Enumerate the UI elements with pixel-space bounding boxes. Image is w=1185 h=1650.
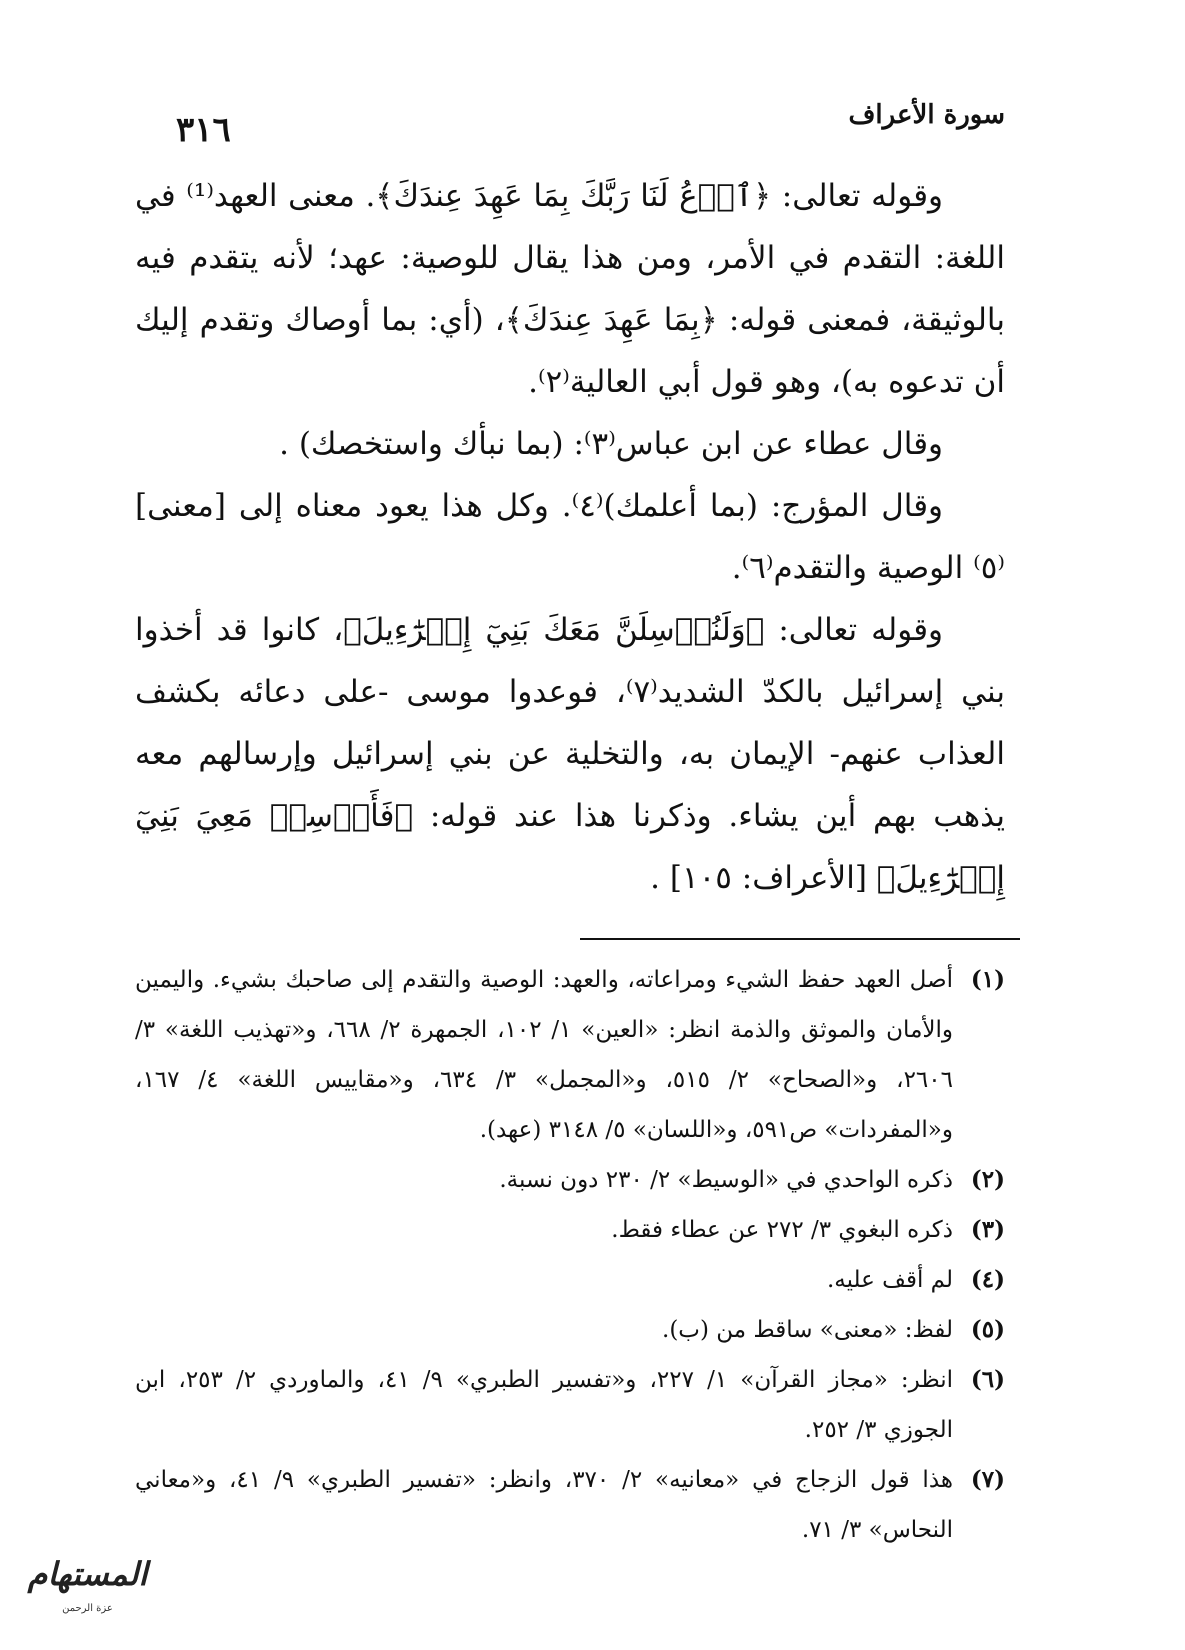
footnote-number: (١)	[970, 966, 1005, 993]
paragraph: وقوله تعالى: ﴿ٱدۡعُ لَنَا رَبَّكَ بِمَا عَهِدَ عِندَكَ﴾. معنى العهد⁽¹⁾ في اللغة: التقدم في الأمر، ومن هذا يقال للوصية: عهد؛ لأنه يتقدم فيه بالوثيقة، فمعنى قوله: ﴿بِمَا عَهِدَ عِندَكَ﴾، (أي: بما أوصاك وتقدم إليك أن تدعوه به)، وهو قول أبي العالية⁽٢⁾.	[135, 178, 1005, 400]
paragraph: وقوله تعالى: ﴿وَلَنُرۡسِلَنَّ مَعَكَ بَنِيٓ إِسۡرَٰٓءِيلَ﴾، كانوا قد أخذوا بني إسرائيل بالكدّ الشديد⁽٧⁾، فوعدوا موسى -على دعائه بكشف العذاب عنهم- الإيمان به، والتخلية عن بني إسرائيل وإرسالهم معه يذهب بهم أين يشاء. وذكرنا هذا عند قوله: ﴿فَأَرۡسِلۡ مَعِيَ بَنِيٓ إِسۡرَٰٓءِيلَ﴾ [الأعراف: ١٠٥] .	[135, 612, 1005, 896]
footnote-text: هذا قول الزجاج في «معانيه» ٢/ ٣٧٠، وانظر: «تفسير الطبري» ٩/ ٤١، و«معاني النحاس» ٣/ ٧١.	[135, 1467, 954, 1543]
footnote-number: (٤)	[970, 1266, 1005, 1293]
paragraph: وقال المؤرج: (بما أعلمك)⁽٤⁾. وكل هذا يعود معناه إلى [معنى]⁽٥⁾ الوصية والتقدم⁽٦⁾.	[135, 488, 1005, 586]
footnote	[135, 1205, 1005, 1255]
footnote-text: انظر: «مجاز القرآن» ١/ ٢٢٧، و«تفسير الطبري» ٩/ ٤١، والماوردي ٢/ ٢٥٣، ابن الجوزي ٣/ ٢٥٢.	[135, 1367, 953, 1443]
logo-subtext: عزة الرحمن	[62, 1603, 113, 1614]
footnote	[135, 1455, 1005, 1555]
footnote	[135, 955, 1005, 1155]
logo-text: المستهام	[27, 1555, 148, 1593]
page-number: ٣١٦	[176, 110, 231, 150]
footnotes	[135, 955, 1005, 1555]
footnote-number: (٧)	[970, 1466, 1005, 1493]
footnote-number: (٣)	[970, 1216, 1005, 1243]
footnote	[135, 1255, 1005, 1305]
footnote	[135, 1155, 1005, 1205]
footnote-text: أصل العهد حفظ الشيء ومراعاته، والعهد: الوصية والتقدم إلى صاحبك بشيء. واليمين والأمان والموثق والذمة انظر: «العين» ١/ ١٠٢، الجمهرة ٢/ ٦٦٨، و«تهذيب اللغة» ٣/ ٢٦٠٦، و«الصحاح» ٢/ ٥١٥، و«المجمل» ٣/ ٦٣٤، و«مقاييس اللغة» ٤/ ١٦٧، و«المفردات» ص٥٩١، و«اللسان» ٥/ ٣١٤٨ (عهد).	[135, 967, 953, 1143]
footnote-separator	[580, 938, 1020, 940]
footnote-text: ذكره الواحدي في «الوسيط» ٢/ ٢٣٠ دون نسبة.	[499, 1167, 953, 1193]
footnote-text: ذكره البغوي ٣/ ٢٧٢ عن عطاء فقط.	[611, 1217, 953, 1243]
footnote-number: (٢)	[970, 1166, 1005, 1193]
publisher-logo	[10, 1555, 165, 1630]
footnote	[135, 1355, 1005, 1455]
running-header: سورة الأعراف	[848, 100, 1005, 130]
footnote-text: لفظ: «معنى» ساقط من (ب).	[662, 1317, 953, 1343]
paragraph: وقال عطاء عن ابن عباس⁽٣⁾: (بما نبأك واستخصك) .	[279, 426, 943, 462]
footnote-number: (٦)	[970, 1366, 1005, 1393]
main-text	[135, 165, 1005, 909]
footnote	[135, 1305, 1005, 1355]
footnote-text: لم أقف عليه.	[826, 1267, 953, 1293]
footnote-number: (٥)	[970, 1316, 1005, 1343]
